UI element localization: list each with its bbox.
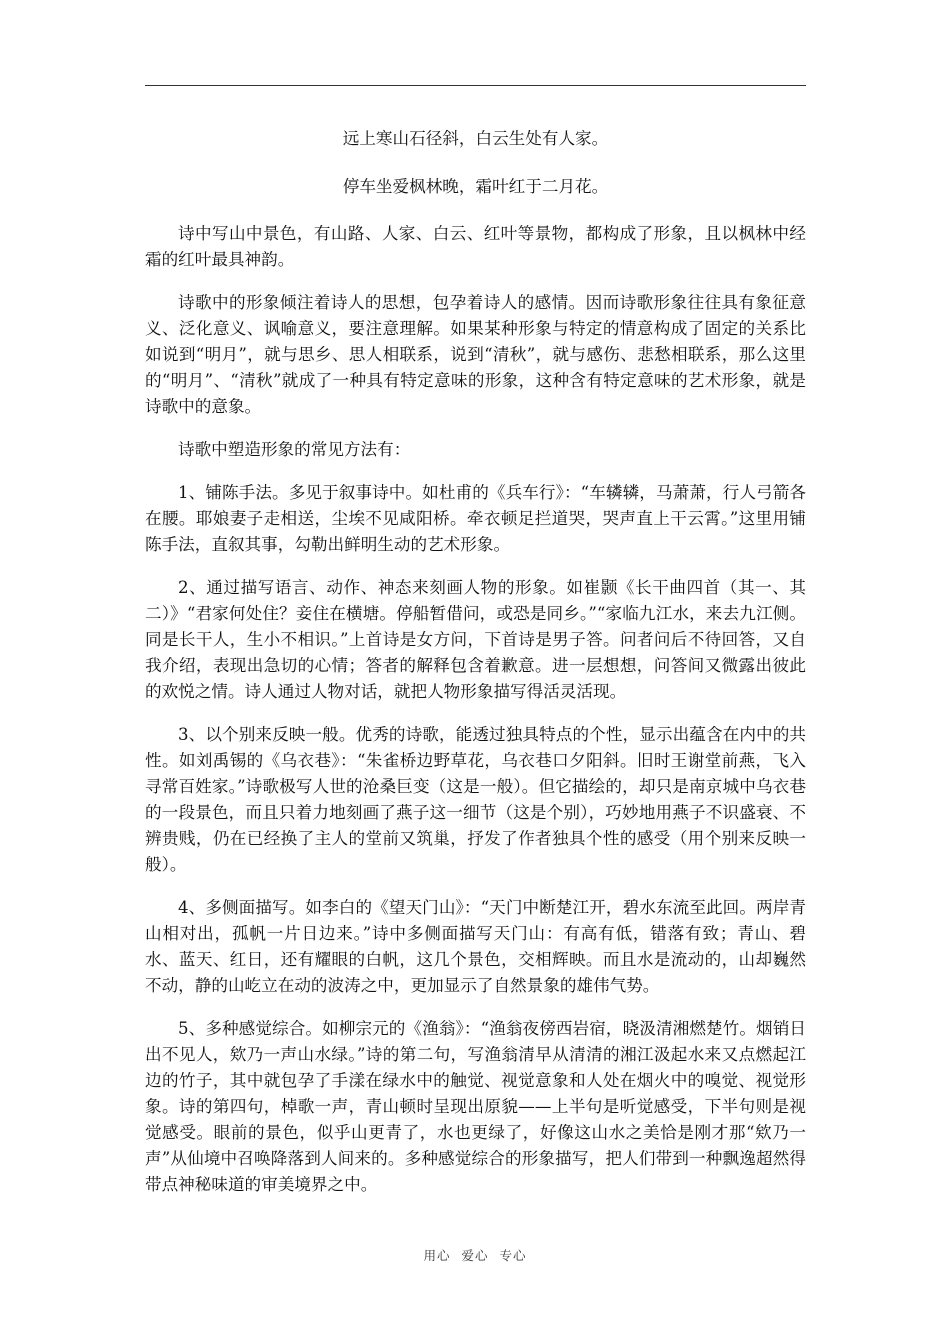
paragraph-method-1: 1、铺陈手法。多见于叙事诗中。如杜甫的《兵车行》：“车辚辚，马萧萧，行人弓箭各在腰。耶娘妻子走相送，尘埃不见咸阳桥。牵衣顿足拦道哭，哭声直上干云霄。”这里用铺陈手法，直叙其事，勾勒出鲜明生动的艺术形象。 (145, 483, 806, 554)
header-rule (145, 85, 806, 86)
page-footer: 用心 爱心 专心 (423, 1248, 527, 1263)
poem-line-2: 停车坐爱枫林晚，霜叶红于二月花。 (342, 177, 609, 196)
paragraph-method-3: 3、以个别来反映一般。优秀的诗歌，能透过独具特点的个性，显示出蕴含在内中的共性。如刘禹锡的《乌衣巷》：“朱雀桥边野草花，乌衣巷口夕阳斜。旧时王谢堂前燕，飞入寻常百姓家。”诗歌极写人世的沧桑巨变（这是一般）。但它描绘的，却只是南京城中乌衣巷的一段景色，而且只着力地刻画了燕子这一细节（这是个别），巧妙地用燕子不识盛衰、不辨贵贱，仍在已经换了主人的堂前又筑巢，抒发了作者独具个性的感受（用个别来反映一般）。 (145, 725, 806, 874)
paragraph-method-4: 4、多侧面描写。如李白的《望天门山》：“天门中断楚江开，碧水东流至此回。两岸青山相对出，孤帆一片日边来。”诗中多侧面描写天门山：有高有低，错落有致；青山、碧水、蓝天、红日，还有耀眼的白帆，这几个景色，交相辉映。而且水是流动的，山却巍然不动，静的山屹立在动的波涛之中，更加显示了自然景象的雄伟气势。 (145, 898, 806, 995)
paragraph-method-2: 2、通过描写语言、动作、神态来刻画人物的形象。如崔颢《长干曲四首（其一、其二）》“君家何处住？妾住在横塘。停船暂借问，或恐是同乡。”“家临九江水，来去九江侧。同是长干人，生小不相识。”上首诗是女方问，下首诗是男子答。问者问后不待回答，又自我介绍，表现出急切的心情；答者的解释包含着歉意。进一层想想，问答间又微露出彼此的欢悦之情。诗人通过人物对话，就把人物形象描写得活灵活现。 (145, 578, 806, 701)
paragraph-imagery: 诗歌中的形象倾注着诗人的思想，包孕着诗人的感情。因而诗歌形象往往具有象征意义、泛化意义、讽喻意义，要注意理解。如果某种形象与特定的情意构成了固定的关系比如说到“明月”，就与思乡、思人相联系，说到“清秋”，就与感伤、悲愁相联系，那么这里的“明月”、“清秋”就成了一种具有特定意味的形象，这种含有特定意味的艺术形象，就是诗歌中的意象。 (145, 293, 806, 416)
paragraph-method-5: 5、多种感觉综合。如柳宗元的《渔翁》：“渔翁夜傍西岩宿，晓汲清湘燃楚竹。烟销日出不见人，欸乃一声山水绿。”诗的第二句，写渔翁清早从清清的湘江汲起水来又点燃起江边的竹子，其中就包孕了手漾在绿水中的触觉、视觉意象和人处在烟火中的嗅觉、视觉形象。诗的第四句，棹歌一声，青山顿时呈现出原貌——上半句是听觉感受，下半句则是视觉感受。眼前的景色，似乎山更青了，水也更绿了，好像这山水之美恰是刚才那“欸乃一声”从仙境中召唤降落到人间来的。多种感觉综合的形象描写，把人们带到一种飘逸超然得带点神秘味道的审美境界之中。 (145, 1019, 806, 1194)
document-body (145, 126, 806, 1215)
paragraph-methods-heading: 诗歌中塑造形象的常见方法有： (178, 440, 411, 459)
poem-line-1: 远上寒山石径斜，白云生处有人家。 (342, 129, 609, 148)
paragraph-intro: 诗中写山中景色，有山路、人家、白云、红叶等景物，都构成了形象，且以枫林中经霜的红叶最具神韵。 (145, 224, 806, 269)
